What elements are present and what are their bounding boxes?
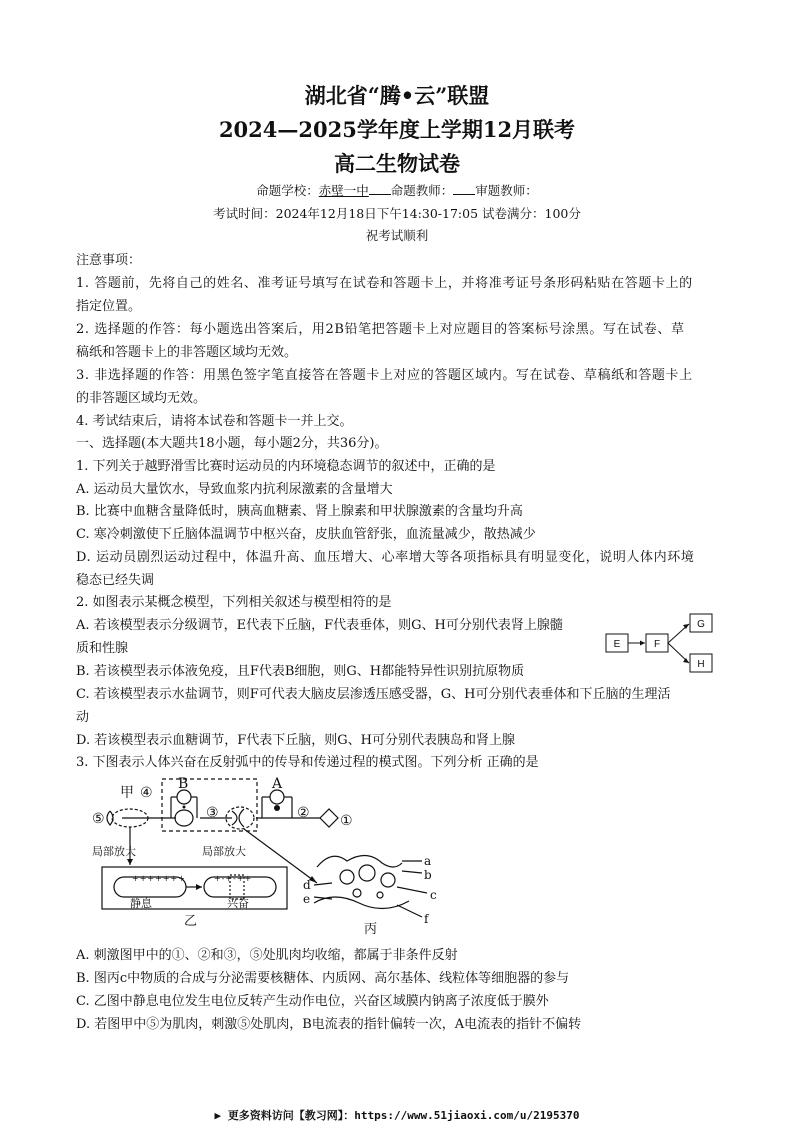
q2-option-b: B. 若该模型表示体液免疫，且F代表B细胞，则G、H都能特异性识别抗原物质: [76, 664, 525, 679]
school-label: 命题学校：: [256, 183, 319, 198]
q2-stem: 2. 如图表示某概念模型，下列相关叙述与模型相符的是: [76, 595, 392, 610]
note-line: 指定位置。: [76, 299, 142, 314]
q1-option-d: D. 运动员剧烈运动过程中，体温升高、血压增大、心率增大等各项指标具有明显变化，说明人体内环境: [76, 550, 695, 565]
note-line: 4. 考试结束后，请将本试卷和答题卡一并上交。: [76, 414, 353, 429]
q3-option-a: A. 刺激图甲中的①、②和③，⑤处肌肉均收缩，都属于非条件反射: [76, 948, 458, 963]
label-d-small: d: [303, 878, 311, 892]
exam-title-subject: 高二生物试卷: [334, 151, 460, 176]
marker-4: ④: [140, 785, 153, 801]
q2-option-d: D. 若该模型表示血糖调节，F代表下丘脑，则G、H可分别代表胰岛和肾上腺: [76, 733, 515, 748]
label-zoom-left: 局部放大: [92, 845, 136, 858]
label-b-small: b: [424, 868, 432, 882]
label-jia: 甲: [120, 785, 134, 801]
concept-model-diagram: [604, 612, 724, 684]
charge-marks: +-+-++: [214, 874, 253, 883]
school-name: 赤壁一中: [318, 183, 369, 198]
label-e: E: [613, 639, 621, 650]
label-excite: 兴奋: [227, 897, 249, 910]
label-f: F: [653, 639, 661, 650]
note-line: 1. 答题前，先将自己的姓名、准考证号填写在试卷和答题卡上，并将准考证号条形码粘贴在答题卡上的: [76, 276, 693, 291]
note-line: 的非答题区域均无效。: [76, 391, 207, 406]
label-yi: 乙: [184, 914, 198, 929]
exam-title-league: 湖北省“腾•云”联盟: [304, 83, 490, 108]
label-a: A: [272, 776, 283, 792]
notes-heading: 注意事项：: [76, 253, 142, 268]
q2-option-a-cont: 质和性腺: [76, 641, 129, 656]
label-h: H: [697, 659, 705, 670]
charge-marks: +++++++: [132, 874, 186, 883]
q2-option-a: A. 若该模型表示分级调节，E代表下丘脑，F代表垂体，则G、H可分别代表肾上腺髓: [76, 618, 563, 633]
label-e-small: e: [303, 892, 311, 906]
note-line: 3. 非选择题的作答：用黑色签字笔直接答在答题卡上对应的答题区域内。写在试卷、草稿纸和答题卡上: [76, 368, 693, 383]
label-a-small: a: [424, 854, 432, 868]
reflex-arc-diagram: [92, 775, 452, 940]
marker-1: ①: [340, 813, 353, 829]
q3-stem: 3. 下图表示人体兴奋在反射弧中的传导和传递过程的模式图。下列分析 正确的是: [76, 755, 539, 770]
exam-wish: 祝考试顺利: [365, 228, 429, 243]
teacher-label: 命题教师：: [390, 183, 454, 198]
q1-option-c: C. 寒冷刺激使下丘脑体温调节中枢兴奋，皮肤血管舒张，血流量减少，散热减少: [76, 527, 536, 542]
marker-3: ③: [206, 805, 219, 821]
q1-option-a: A. 运动员大量饮水，导致血浆内抗利尿激素的含量增大: [76, 482, 393, 497]
label-g: G: [697, 619, 705, 630]
exam-title-term: 2024—2025学年度上学期12月联考: [218, 117, 576, 142]
q3-option-b: B. 图丙c中物质的合成与分泌需要核糖体、内质网、高尔基体、线粒体等细胞器的参与: [76, 971, 570, 986]
q1-option-d-cont: 稳态已经失调: [76, 573, 155, 588]
reviewer-label: 审题教师：: [475, 183, 538, 198]
section-heading: 一、选择题(本大题共18小题，每小题2分，共36分)。: [76, 436, 388, 451]
exam-info: 考试时间：2024年12月18日下午14:30-17:05 试卷满分：100分: [213, 206, 581, 221]
note-line: 2. 选择题的作答：每小题选出答案后，用2B铅笔把答题卡上对应题目的答案标号涂黑。写在试卷、草: [76, 322, 685, 337]
q2-option-c: C. 若该模型表示水盐调节，则F可代表大脑皮层渗透压感受器，G、H可分别代表垂体和下丘脑的生理活: [76, 687, 671, 702]
label-zoom-mid: 局部放大: [202, 845, 246, 858]
label-bing: 丙: [364, 922, 378, 937]
marker-5: ⑤: [92, 811, 105, 827]
label-f-small: f: [424, 912, 429, 926]
footer-link[interactable]: ▶ 更多资料访问【教习网】：https://www.51jiaoxi.com/u/2195370: [214, 1109, 580, 1122]
author-info: [0, 181, 794, 199]
label-b: B: [178, 776, 189, 792]
note-line: 稿纸和答题卡上的非答题区域均无效。: [76, 345, 298, 360]
q3-option-d: D. 若图甲中⑤为肌肉，刺激⑤处肌肉，B电流表的指针偏转一次，A电流表的指针不偏转: [76, 1017, 582, 1032]
q1-stem: 1. 下列关于越野滑雪比赛时运动员的内环境稳态调节的叙述中，正确的是: [76, 459, 496, 474]
marker-2: ②: [297, 805, 310, 821]
q2-option-c-cont: 动: [76, 710, 90, 725]
label-c-small: c: [430, 888, 437, 902]
q3-option-c: C. 乙图中静息电位发生电位反转产生动作电位，兴奋区域膜内钠离子浓度低于膜外: [76, 994, 549, 1009]
q1-option-b: B. 比赛中血糖含量降低时，胰高血糖素、肾上腺素和甲状腺激素的含量均升高: [76, 504, 523, 519]
label-rest: 静息: [130, 897, 152, 910]
